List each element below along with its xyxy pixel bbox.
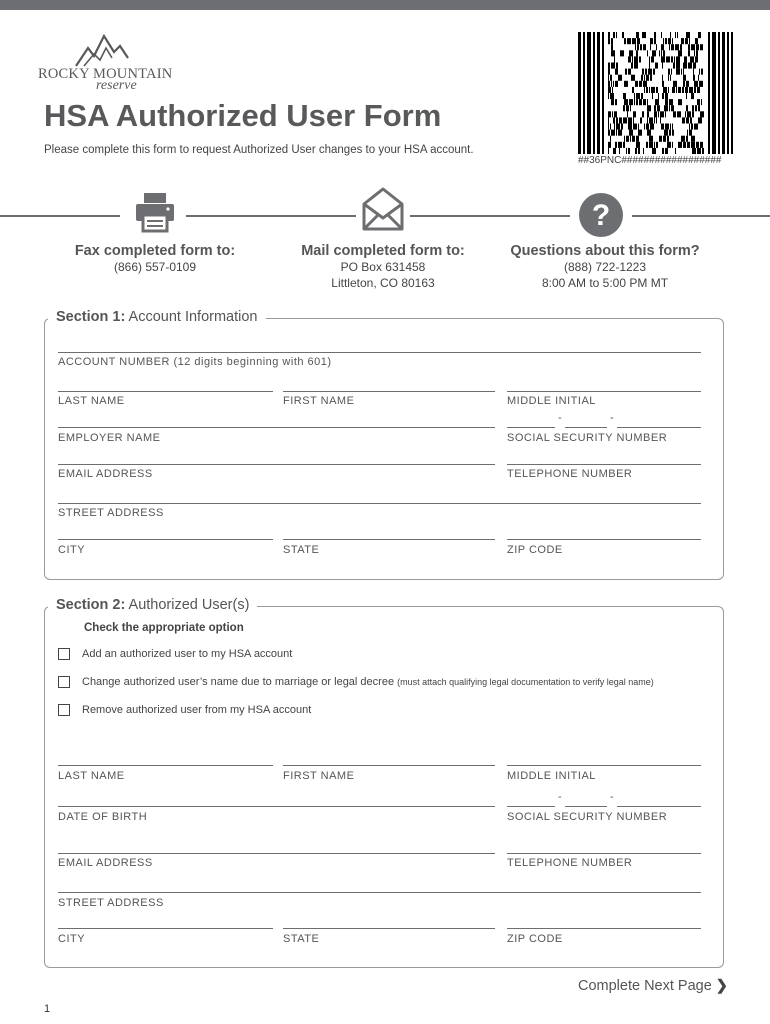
telephone-field[interactable] — [507, 464, 701, 465]
divider-line — [632, 215, 770, 217]
questions-title: Questions about this form? — [510, 243, 700, 259]
middle-initial-label: MIDDLE INITIAL — [507, 395, 596, 407]
au-last-name-label: LAST NAME — [58, 770, 125, 782]
au-city-field[interactable] — [58, 928, 273, 929]
section-1-title — [48, 309, 266, 325]
au-ssn-part1-field[interactable] — [507, 806, 555, 807]
au-telephone-label: TELEPHONE NUMBER — [507, 857, 633, 869]
city-field[interactable] — [58, 539, 273, 540]
section-2-title — [48, 597, 257, 613]
logo-wordmark: ROCKY MOUNTAIN — [38, 66, 173, 82]
au-state-label: STATE — [283, 933, 320, 945]
envelope-icon — [362, 186, 404, 232]
au-ssn-part2-field[interactable] — [565, 806, 607, 807]
middle-initial-field[interactable] — [507, 391, 701, 392]
company-logo — [38, 34, 173, 96]
au-zip-code-field[interactable] — [507, 928, 701, 929]
au-telephone-field[interactable] — [507, 853, 701, 854]
au-middle-initial-field[interactable] — [507, 765, 701, 766]
divider-line — [0, 215, 120, 217]
employer-name-field[interactable] — [58, 427, 495, 428]
account-number-field[interactable] — [58, 352, 701, 353]
questions-contact — [495, 243, 715, 291]
au-email-field[interactable] — [58, 853, 495, 854]
account-number-label: ACCOUNT NUMBER (12 digits beginning with 601) — [58, 356, 332, 368]
au-ssn-label: SOCIAL SECURITY NUMBER — [507, 811, 668, 823]
employer-name-label: EMPLOYER NAME — [58, 432, 161, 444]
questions-hours: 8:00 AM to 5:00 PM MT — [541, 276, 669, 290]
au-street-address-label: STREET ADDRESS — [58, 897, 164, 909]
mail-contact — [278, 243, 488, 291]
last-name-field[interactable] — [58, 391, 273, 392]
section-2-box — [44, 606, 724, 968]
au-state-field[interactable] — [283, 928, 495, 929]
au-city-label: CITY — [58, 933, 86, 945]
complete-next-page-link[interactable] — [578, 978, 728, 994]
ssn-part1-field[interactable] — [507, 427, 555, 428]
au-first-name-label: FIRST NAME — [283, 770, 355, 782]
mountain-logo-icon — [74, 34, 130, 68]
logo-tagline: reserve — [96, 78, 137, 93]
au-street-address-field[interactable] — [58, 892, 701, 893]
au-email-label: EMAIL ADDRESS — [58, 857, 153, 869]
change-name-label — [82, 676, 654, 688]
svg-text:?: ? — [591, 199, 611, 232]
last-name-label: LAST NAME — [58, 395, 125, 407]
street-address-field[interactable] — [58, 503, 701, 504]
mail-title: Mail completed form to: — [301, 243, 465, 259]
au-first-name-field[interactable] — [283, 765, 495, 766]
section-1-number: Section 1: — [56, 309, 126, 325]
au-middle-initial-label: MIDDLE INITIAL — [507, 770, 596, 782]
question-icon — [578, 192, 624, 238]
telephone-label: TELEPHONE NUMBER — [507, 468, 633, 480]
change-name-text: Change authorized user’s name due to marriage or legal decree — [82, 676, 395, 688]
au-ssn-part3-field[interactable] — [617, 806, 701, 807]
section-1-name: Account Information — [128, 309, 258, 325]
au-dob-label: DATE OF BIRTH — [58, 811, 148, 823]
printer-icon — [134, 191, 176, 233]
au-ssn-dash: - — [558, 791, 562, 803]
ssn-dash: - — [610, 412, 614, 424]
page-number: 1 — [44, 1003, 51, 1015]
divider-line — [186, 215, 356, 217]
fax-number: (866) 557-0109 — [113, 260, 197, 274]
top-bar — [0, 0, 770, 10]
first-name-label: FIRST NAME — [283, 395, 355, 407]
fax-contact — [55, 243, 255, 275]
fax-title: Fax completed form to: — [74, 243, 236, 259]
next-page-text: Complete Next Page — [578, 978, 712, 994]
remove-user-checkbox[interactable] — [58, 704, 70, 716]
check-option-heading: Check the appropriate option — [84, 622, 244, 634]
add-user-label: Add an authorized user to my HSA account — [82, 648, 293, 660]
state-field[interactable] — [283, 539, 495, 540]
au-zip-code-label: ZIP CODE — [507, 933, 563, 945]
barcode-text: ##36PNC################## — [578, 155, 722, 166]
change-name-note: (must attach qualifying legal documentation to verify legal name) — [397, 677, 654, 687]
au-last-name-field[interactable] — [58, 765, 273, 766]
au-dob-field[interactable] — [58, 806, 495, 807]
page-title: HSA Authorized User Form — [44, 98, 442, 133]
add-user-checkbox[interactable] — [58, 648, 70, 660]
chevron-right-icon: ❯ — [715, 978, 728, 994]
zip-code-field[interactable] — [507, 539, 701, 540]
email-field[interactable] — [58, 464, 495, 465]
section-2-number: Section 2: — [56, 597, 126, 613]
section-2-name: Authorized User(s) — [128, 597, 250, 613]
mail-address-line2: Littleton, CO 80163 — [331, 276, 435, 290]
remove-user-label: Remove authorized user from my HSA account — [82, 704, 312, 716]
first-name-field[interactable] — [283, 391, 495, 392]
zip-code-label: ZIP CODE — [507, 544, 563, 556]
divider-line — [410, 215, 570, 217]
change-name-checkbox[interactable] — [58, 676, 70, 688]
email-label: EMAIL ADDRESS — [58, 468, 153, 480]
questions-phone: (888) 722-1223 — [563, 260, 647, 274]
ssn-part3-field[interactable] — [617, 427, 701, 428]
ssn-label: SOCIAL SECURITY NUMBER — [507, 432, 668, 444]
city-label: CITY — [58, 544, 86, 556]
au-ssn-dash: - — [610, 791, 614, 803]
street-address-label: STREET ADDRESS — [58, 507, 164, 519]
ssn-dash: - — [558, 412, 562, 424]
ssn-part2-field[interactable] — [565, 427, 607, 428]
mail-address-line1: PO Box 631458 — [340, 260, 426, 274]
page-subtitle: Please complete this form to request Authorized User changes to your HSA account. — [44, 144, 474, 156]
state-label: STATE — [283, 544, 320, 556]
barcode-image — [578, 32, 733, 154]
